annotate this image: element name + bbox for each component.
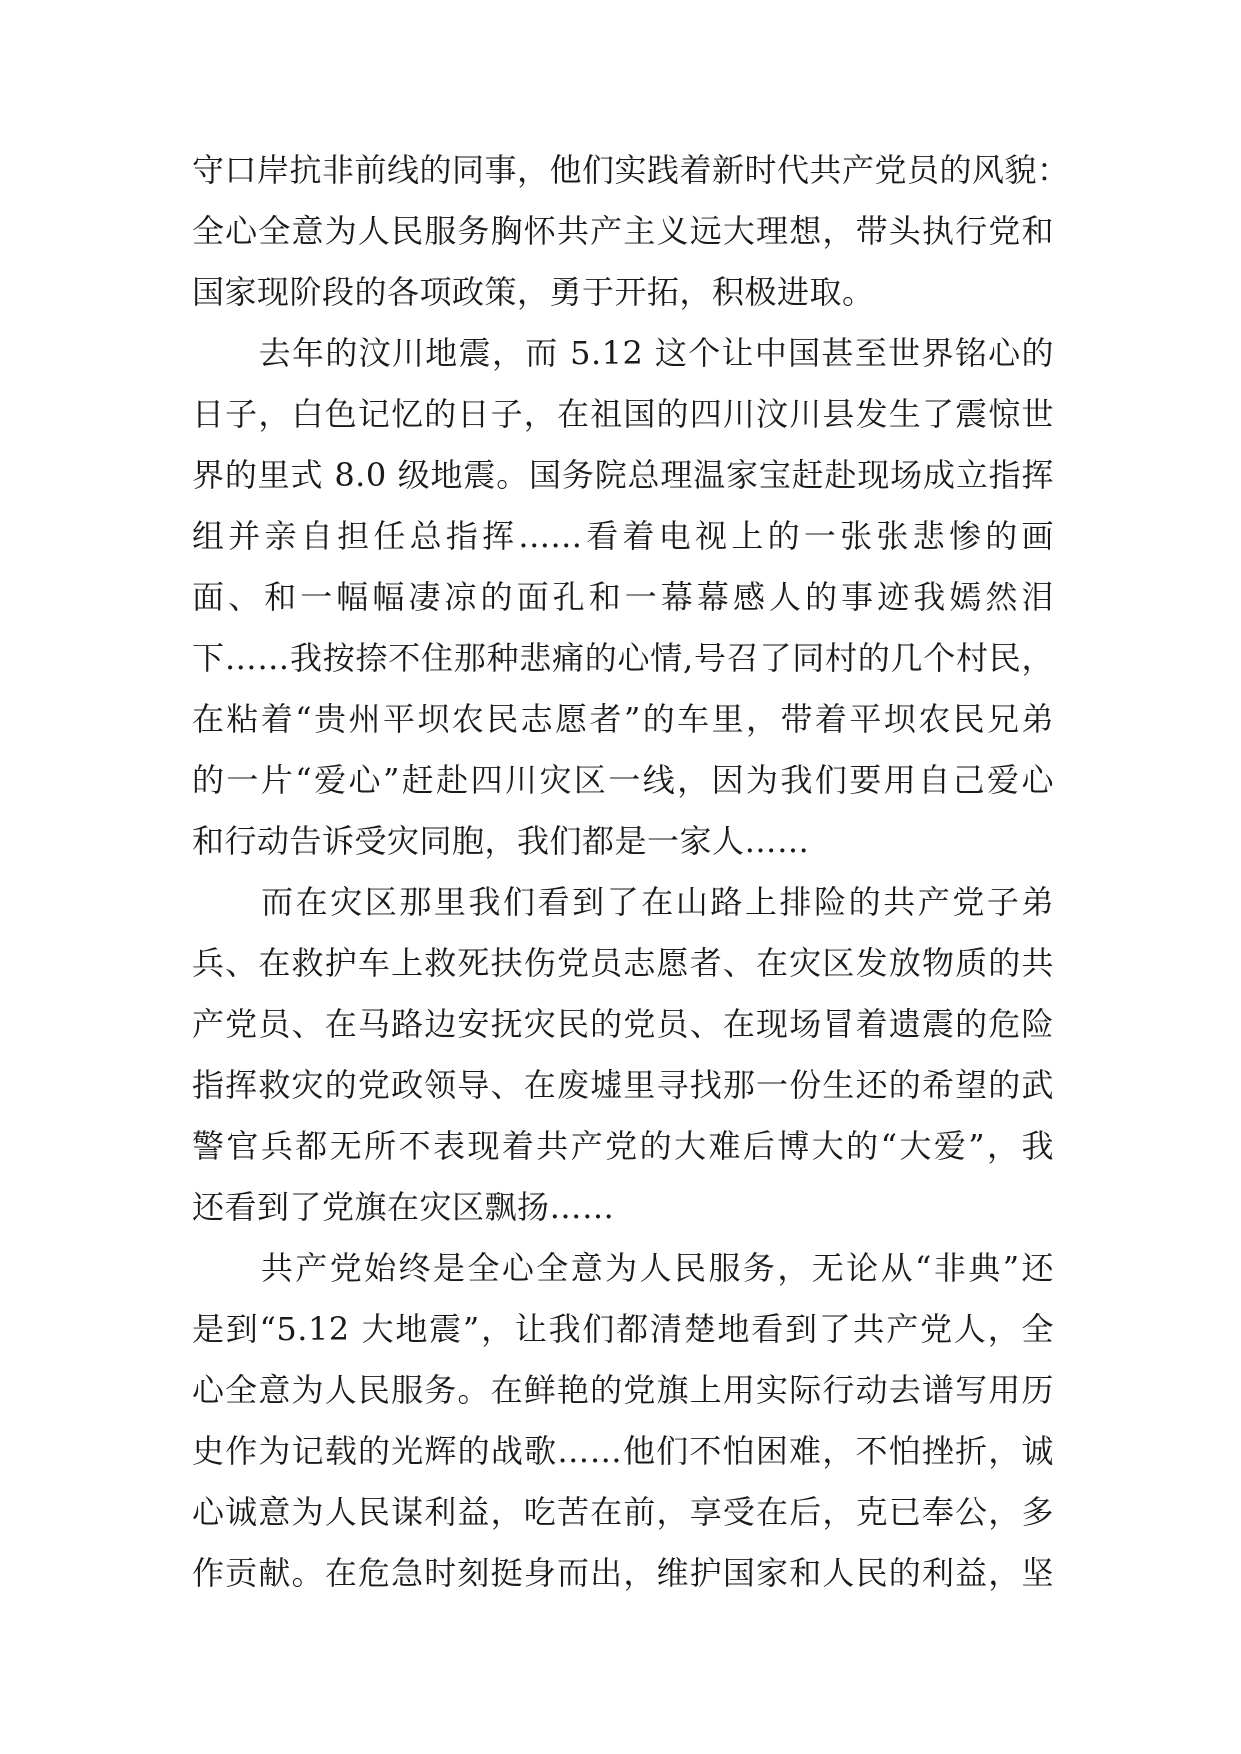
text-line: 还看到了党旗在灾区飘扬……: [192, 1188, 615, 1226]
paragraph: [192, 872, 1054, 1238]
text-line: 兵、在救护车上救死扶伤党员志愿者、在灾区发放物质的共: [192, 944, 1054, 982]
text-line: 作贡献。在危急时刻挺身而出，维护国家和人民的利益，坚: [192, 1554, 1054, 1592]
document-page: [192, 140, 1070, 1604]
paragraph: [192, 323, 1054, 872]
text-line: 日子，白色记忆的日子，在祖国的四川汶川县发生了震惊世: [192, 395, 1054, 433]
text-line: 在粘着“贵州平坝农民志愿者”的车里，带着平坝农民兄弟: [192, 700, 1054, 738]
text-line: 组并亲自担任总指挥......看着电视上的一张张悲惨的画: [192, 517, 1054, 555]
text-line: 面、和一幅幅凄凉的面孔和一幕幕感人的事迹我嫣然泪: [192, 578, 1054, 616]
text-line: 史作为记载的光辉的战歌……他们不怕困难，不怕挫折，诚: [192, 1432, 1054, 1470]
paragraph: [192, 140, 1070, 323]
text-line: 守口岸抗非前线的同事，他们实践着新时代共产党员的风貌：: [192, 151, 1070, 189]
text-line: 全心全意为人民服务胸怀共产主义远大理想，带头执行党和: [192, 212, 1054, 250]
text-line: 共产党始终是全心全意为人民服务，无论从“非典”还: [192, 1249, 1054, 1287]
text-line: 心诚意为人民谋利益，吃苦在前，享受在后，克已奉公，多: [192, 1493, 1054, 1531]
text-line: 国家现阶段的各项政策，勇于开拓，积极进取。: [192, 273, 875, 311]
paragraph: [192, 1238, 1054, 1604]
text-line: 警官兵都无所不表现着共产党的大难后博大的“大爱”，我: [192, 1127, 1054, 1165]
text-line: 指挥救灾的党政领导、在废墟里寻找那一份生还的希望的武: [192, 1066, 1054, 1104]
text-line: 下……我按捺不住那种悲痛的心情,号召了同村的几个村民，: [192, 639, 1054, 677]
text-line: 产党员、在马路边安抚灾民的党员、在现场冒着遗震的危险: [192, 1005, 1054, 1043]
text-line: 的一片“爱心”赶赴四川灾区一线，因为我们要用自己爱心: [192, 761, 1054, 799]
text-line: 心全意为人民服务。在鲜艳的党旗上用实际行动去谱写用历: [192, 1371, 1054, 1409]
text-line: 和行动告诉受灾同胞，我们都是一家人……: [192, 822, 810, 860]
text-line: 界的里式 8.0 级地震。国务院总理温家宝赶赴现场成立指挥: [192, 456, 1054, 494]
text-line: 是到“5.12 大地震”，让我们都清楚地看到了共产党人，全: [192, 1310, 1054, 1348]
text-line: 去年的汶川地震，而 5.12 这个让中国甚至世界铭心的: [192, 334, 1054, 372]
text-line: 而在灾区那里我们看到了在山路上排险的共产党子弟: [192, 883, 1054, 921]
